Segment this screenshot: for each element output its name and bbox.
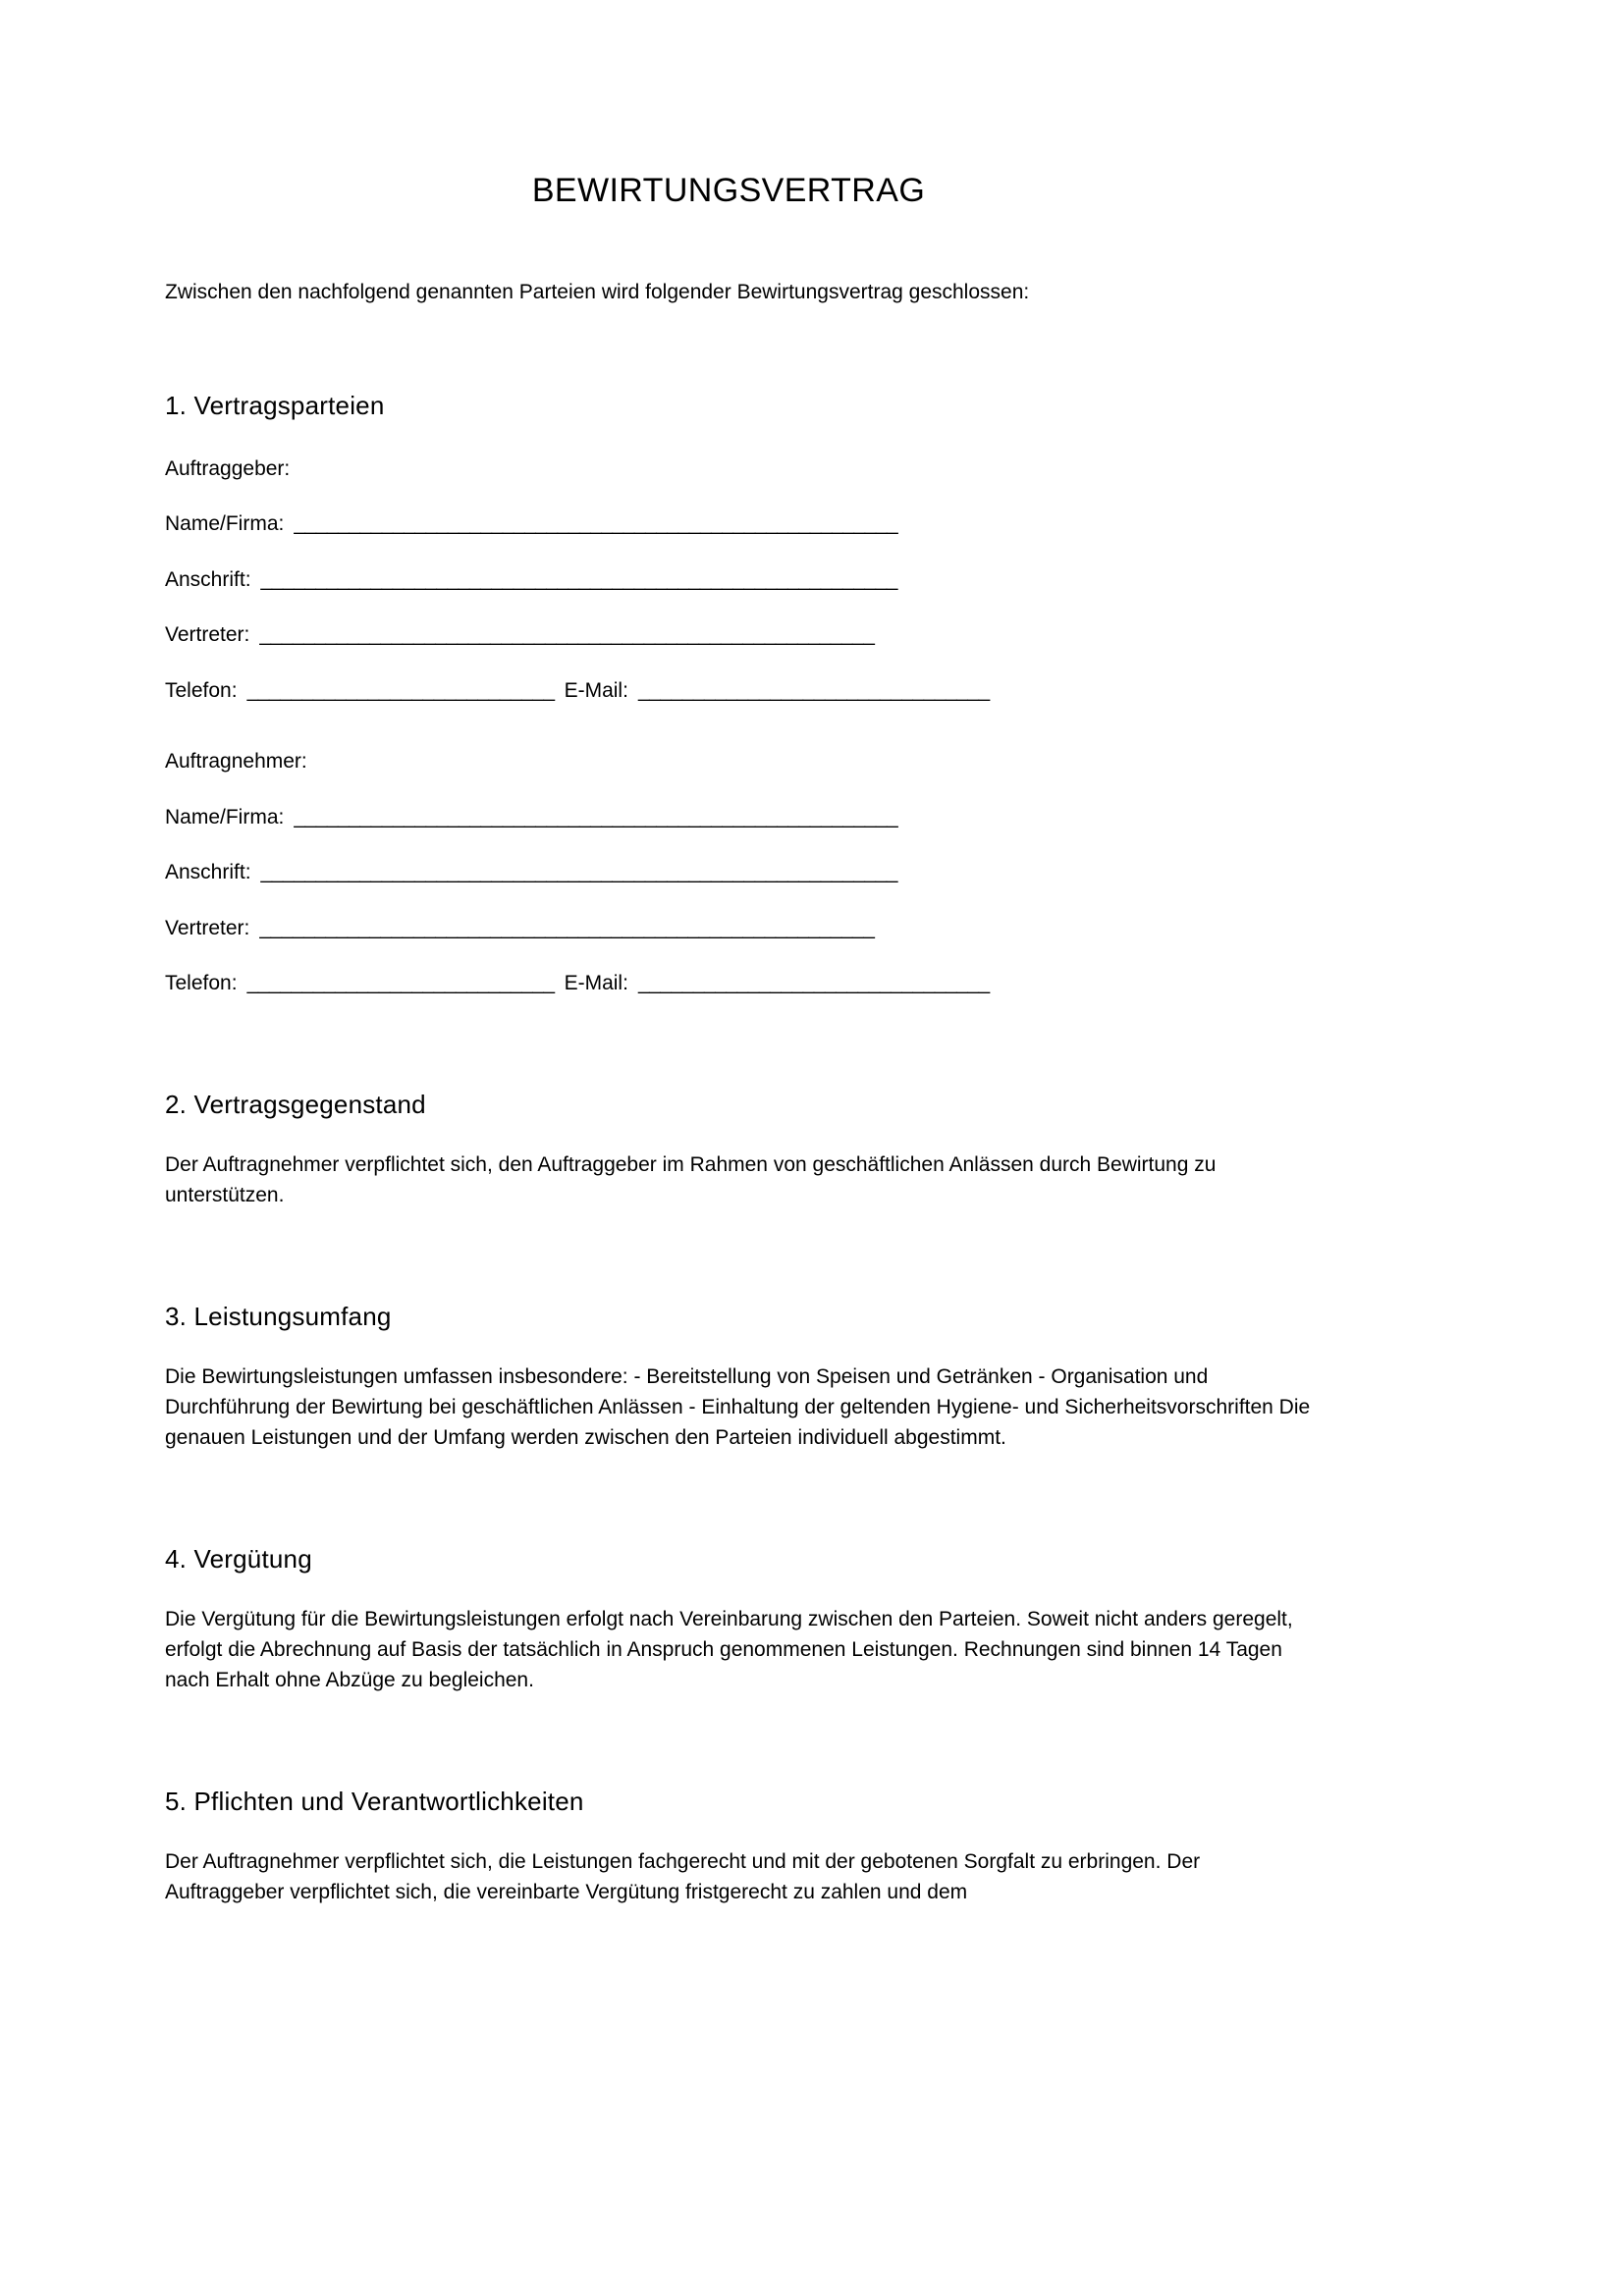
field-row-contractor-representative — [165, 888, 1461, 943]
section-body-pflichten: Der Auftragnehmer verpflichtet sich, die Leistungen fachgerecht und mit der gebotenen Sorgfalt zu erbringen. Der Auftraggeber verpflichtet sich, die vereinbarte Vergütung fristgerecht zu zahlen und dem — [165, 1850, 1201, 1904]
field-label-representative: Vertreter: — [165, 623, 250, 647]
field-row-contractor-address — [165, 832, 1461, 887]
field-label-name: Name/Firma: — [165, 805, 285, 828]
section-heading-leistungsumfang: 3. Leistungsumfang — [165, 1302, 392, 1332]
section-body-vertragsgegenstand: Der Auftragnehmer verpflichtet sich, den Auftraggeber im Rahmen von geschäftlichen Anlässen durch Bewirtung zu unterstützen. — [165, 1153, 1217, 1207]
section-heading-vertragsgegenstand: 2. Vertragsgegenstand — [165, 1090, 426, 1120]
field-rule-contractor-representative[interactable]: ________________________________________________________ — [259, 916, 875, 939]
field-label-phone: Telefon: — [165, 971, 238, 994]
field-row-contractor-contact — [165, 943, 1461, 998]
field-label-name: Name/Firma: — [165, 512, 285, 536]
document-content — [165, 0, 1461, 1907]
field-rule-contractor-phone[interactable]: ____________________________ — [246, 971, 555, 994]
document-title: BEWIRTUNGSVERTRAG — [531, 172, 926, 209]
field-label-address: Anschrift: — [165, 861, 251, 884]
intro-paragraph: Zwischen den nachfolgend genannten Parteien wird folgender Bewirtungsvertrag geschlossen: — [165, 280, 1030, 303]
field-rule-client-address[interactable]: __________________________________________________________ — [260, 567, 897, 591]
section-heading-verguetung: 4. Vergütung — [165, 1544, 312, 1575]
field-label-email: E-Mail: — [564, 971, 628, 994]
field-rule-client-name[interactable]: _______________________________________________________ — [294, 512, 898, 536]
field-rule-contractor-address[interactable]: __________________________________________________________ — [260, 861, 897, 884]
party-label-auftraggeber: Auftraggeber: — [165, 457, 291, 481]
section-body-verguetung: Die Vergütung für die Bewirtungsleistungen erfolgt nach Vereinbarung zwischen den Parteien. Soweit nicht anders geregelt, erfolgt die Abrechnung auf Basis der tatsächlich in Anspruch genommenen Leistungen. Rechnungen sind binnen 14 Tagen nach Erhalt ohne Abzüge zu begleichen. — [165, 1608, 1293, 1692]
field-rule-contractor-name[interactable]: _______________________________________________________ — [294, 805, 898, 828]
field-row-client-representative — [165, 595, 1461, 650]
field-rule-client-email[interactable]: ________________________________ — [637, 678, 990, 702]
field-row-contractor-name — [165, 777, 1461, 832]
field-label-email: E-Mail: — [564, 678, 628, 702]
field-rule-contractor-email[interactable]: ________________________________ — [637, 971, 990, 994]
field-rule-client-phone[interactable]: ____________________________ — [246, 678, 555, 702]
field-label-phone: Telefon: — [165, 678, 238, 702]
field-label-address: Anschrift: — [165, 567, 251, 591]
section-heading-pflichten: 5. Pflichten und Verantwortlichkeiten — [165, 1787, 584, 1817]
party-label-auftragnehmer: Auftragnehmer: — [165, 750, 307, 774]
section-heading-vertragsparteien: 1. Vertragsparteien — [165, 391, 385, 421]
field-row-client-name — [165, 484, 1461, 539]
field-rule-client-representative[interactable]: ________________________________________________________ — [259, 623, 875, 647]
field-label-representative: Vertreter: — [165, 916, 250, 939]
field-row-client-address — [165, 540, 1461, 595]
field-row-client-contact — [165, 651, 1461, 706]
section-body-leistungsumfang: Die Bewirtungsleistungen umfassen insbesondere: - Bereitstellung von Speisen und Getränken - Organisation und Durchführung der Bewirtung bei geschäftlichen Anlässen - Einhaltung der geltenden Hygiene- und Sicherheitsvorschriften Die genauen Leistungen und der Umfang werden zwischen den Parteien individuell abgestimmt. — [165, 1365, 1311, 1450]
